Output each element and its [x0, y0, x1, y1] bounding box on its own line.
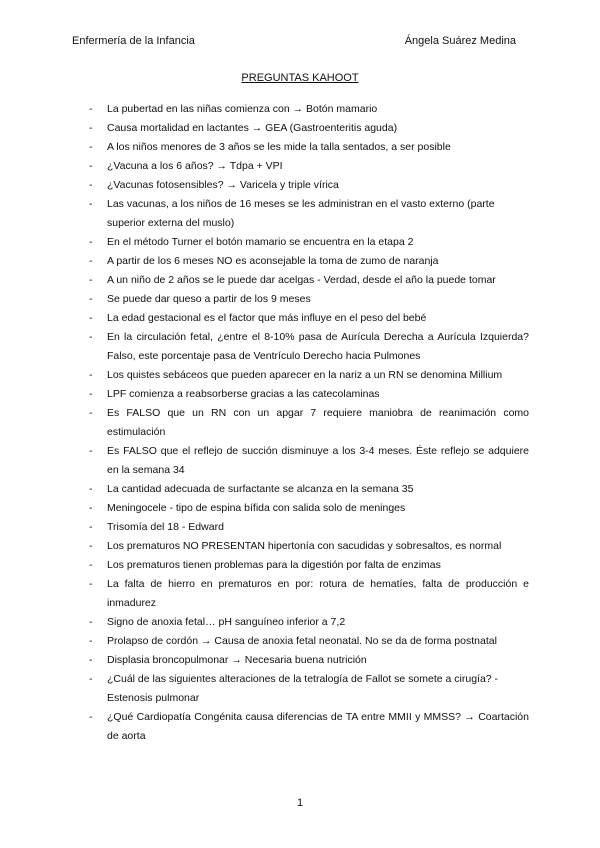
list-item — [89, 518, 529, 537]
list-bullet: - — [89, 540, 93, 552]
list-bullet: - — [89, 198, 93, 210]
list-item-text: ¿Vacunas fotosensibles? → Varicela y triple vírica — [107, 179, 339, 191]
list-item-text: ¿Qué Cardiopatía Congénita causa diferencias de TA entre MMII y MMSS? → Coartación de aorta — [107, 711, 529, 742]
list-bullet: - — [89, 274, 93, 286]
list-bullet: - — [89, 293, 93, 305]
list-item — [89, 499, 529, 518]
list-item-text: La falta de hierro en prematuros en por: rotura de hematíes, falta de producción e inmadurez — [107, 578, 529, 609]
list-bullet: - — [89, 578, 93, 590]
list-item — [89, 575, 529, 613]
list-bullet: - — [89, 141, 93, 153]
list-item — [89, 176, 529, 195]
list-item-text: A un niño de 2 años se le puede dar acelgas - Verdad, desde el año la puede tomar — [107, 274, 496, 286]
list-item-text: Es FALSO que el reflejo de succión disminuye a los 3-4 meses. Éste reflejo se adquiere en la semana 34 — [107, 445, 529, 476]
list-item — [89, 233, 529, 252]
list-bullet: - — [89, 160, 93, 172]
list-bullet: - — [89, 483, 93, 495]
list-item-text: Causa mortalidad en lactantes → GEA (Gastroenteritis aguda) — [107, 122, 398, 134]
list-item — [89, 632, 529, 651]
header-author: Ángela Suárez Medina — [404, 35, 516, 47]
list-bullet: - — [89, 312, 93, 324]
list-item-text: Los prematuros NO PRESENTAN hipertonía con sacudidas y sobresaltos, es normal — [107, 540, 502, 552]
list-item-text: Displasia broncopulmonar → Necesaria buena nutrición — [107, 654, 367, 666]
list-item — [89, 385, 529, 404]
list-item-text: Se puede dar queso a partir de los 9 meses — [107, 293, 311, 305]
list-bullet: - — [89, 103, 93, 115]
list-item-text: Meningocele - tipo de espina bífida con salida solo de meninges — [107, 502, 406, 514]
list-bullet: - — [89, 388, 93, 400]
list-item — [89, 328, 529, 366]
list-bullet: - — [89, 635, 93, 647]
list-item — [89, 613, 529, 632]
list-item-text: Las vacunas, a los niños de 16 meses se les administran en el vasto externo (parte superior externa del muslo) — [107, 198, 495, 229]
list-item-text: A los niños menores de 3 años se les mide la talla sentados, a ser posible — [107, 141, 451, 153]
list-item-text: Es FALSO que un RN con un apgar 7 requiere maniobra de reanimación como estimulación — [107, 407, 529, 438]
list-bullet: - — [89, 559, 93, 571]
list-item-text: Signo de anoxia fetal… pH sanguíneo inferior a 7,2 — [107, 616, 346, 628]
list-item-text: ¿Vacuna a los 6 años? → Tdpa + VPI — [107, 160, 283, 172]
list-item-text: En la circulación fetal, ¿entre el 8-10% pasa de Aurícula Derecha a Aurícula Izquierda? Falso, este porcentaje pasa de Ventrículo Derecho hacia Pulmones — [107, 331, 529, 362]
list-item-text: Trisomía del 18 - Edward — [107, 521, 224, 533]
list-item — [89, 480, 529, 499]
header-course-title: Enfermería de la Infancia — [72, 35, 195, 47]
list-item-text: A partir de los 6 meses NO es aconsejable la toma de zumo de naranja — [107, 255, 439, 267]
list-item-text: Los quistes sebáceos que pueden aparecer en la nariz a un RN se denomina Millium — [107, 369, 503, 381]
list-item — [89, 366, 529, 385]
question-list — [89, 100, 529, 746]
list-bullet: - — [89, 673, 93, 685]
list-item — [89, 537, 529, 556]
list-item — [89, 309, 529, 328]
list-item — [89, 290, 529, 309]
list-bullet: - — [89, 122, 93, 134]
list-item-text: Los prematuros tienen problemas para la digestión por falta de enzimas — [107, 559, 441, 571]
list-bullet: - — [89, 369, 93, 381]
list-item-text: La edad gestacional es el factor que más influye en el peso del bebé — [107, 312, 427, 324]
list-item-text: LPF comienza a reabsorberse gracias a las catecolaminas — [107, 388, 380, 400]
list-bullet: - — [89, 331, 93, 343]
list-bullet: - — [89, 445, 93, 457]
list-bullet: - — [89, 654, 93, 666]
list-item — [89, 271, 529, 290]
list-item — [89, 708, 529, 746]
list-item — [89, 442, 529, 480]
list-item-text: ¿Cuál de las siguientes alteraciones de la tetralogía de Fallot se somete a cirugía? - Estenosis pulmonar — [107, 673, 499, 704]
list-item — [89, 100, 529, 119]
list-item-text: La pubertad en las niñas comienza con → Botón mamario — [107, 103, 378, 115]
list-item — [89, 138, 529, 157]
list-item — [89, 670, 529, 708]
list-bullet: - — [89, 236, 93, 248]
list-item — [89, 195, 529, 233]
list-item — [89, 556, 529, 575]
list-item-text: Prolapso de cordón → Causa de anoxia fetal neonatal. No se da de forma postnatal — [107, 635, 497, 647]
list-bullet: - — [89, 407, 93, 419]
list-bullet: - — [89, 616, 93, 628]
list-item — [89, 404, 529, 442]
list-item — [89, 119, 529, 138]
list-item — [89, 157, 529, 176]
list-bullet: - — [89, 711, 93, 723]
list-bullet: - — [89, 521, 93, 533]
list-item — [89, 651, 529, 670]
list-bullet: - — [89, 179, 93, 191]
list-bullet: - — [89, 502, 93, 514]
list-item — [89, 252, 529, 271]
list-bullet: - — [89, 255, 93, 267]
list-item-text: La cantidad adecuada de surfactante se alcanza en la semana 35 — [107, 483, 414, 495]
page-number: 1 — [296, 797, 304, 809]
page-title: PREGUNTAS KAHOOT — [241, 72, 359, 84]
list-item-text: En el método Turner el botón mamario se encuentra en la etapa 2 — [107, 236, 414, 248]
